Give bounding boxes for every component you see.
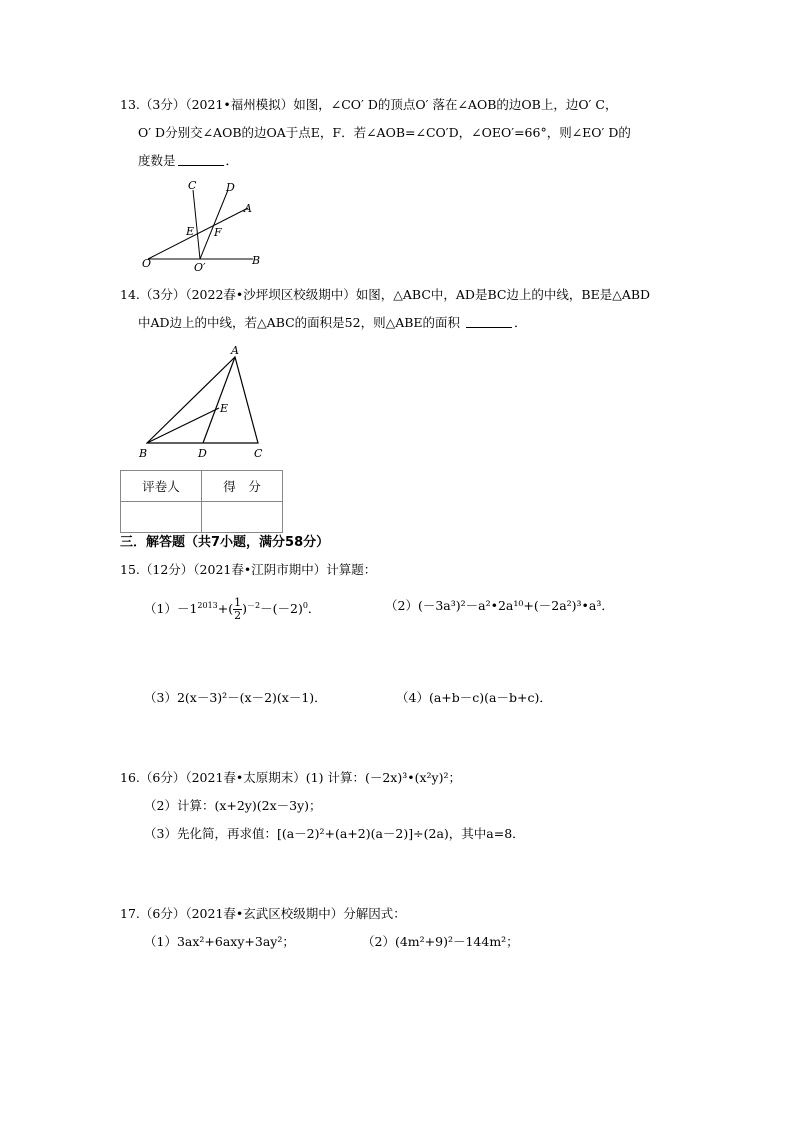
label-o-prime: O′ [194,261,206,274]
label-b: B [139,447,148,460]
q13-line3-prefix: 度数是 [138,153,176,168]
median-be [147,408,219,443]
ray-oc [193,190,200,259]
q17-header: 17.（6分）（2021春•玄武区校级期中）分解因式： [120,906,406,921]
q15-p1-b: +( [217,601,234,617]
q17-part2: （2）(4m²+9)²－144m²； [362,934,519,949]
triangle-abc [147,357,258,443]
label-b: B [252,254,261,267]
label-c: C [254,447,263,460]
label-a: A [244,202,252,215]
q17-part1: （1）3ax²+6axy+3ay²； [144,934,295,949]
q15-part2: （2）(－3a³)²－a²•2a¹⁰+(－2a²)³•a³． [385,598,614,613]
q13-line2: O′ D分别交∠AOB的边OA于点E，F．若∠AOB=∠CO′D，∠OEO′=66°，则∠EO′ D的 [138,125,631,140]
q15-p1-e: ． [307,601,321,617]
fraction-numerator: 1 [234,596,242,610]
label-o: O [142,257,152,270]
grader-header-reviewer: 评卷人 [121,471,202,502]
grader-header-score: 得 分 [202,471,283,502]
q15-p1-exp2: －2 [247,601,261,610]
answer-blank [178,153,224,166]
q14-line1: 14.（3分）（2022春•沙坪坝区校级期中）如图，△ABC中，AD是BC边上的中线，BE是△ABD [120,287,651,302]
q14-line2 [138,315,527,331]
q15-header: 15.（12分）（2021春•江阴市期中）计算题： [120,562,377,577]
label-d: D [198,447,207,460]
q15-p1-d: －(－2) [260,601,303,617]
ray-oa [148,208,248,259]
section-title: 三．解答题（共7小题，满分58分） [120,535,330,550]
label-a: A [231,344,239,357]
q14-figure [134,340,274,465]
q16-header: 16.（6分）（2021春•太原期末）(1) 计算：(－2x)³•(x²y)²； [120,770,461,785]
grader-table [120,470,283,533]
q15-part1 [144,594,320,622]
grader-cell-score [202,502,283,533]
q15-p1-exp1: 2013 [197,601,218,610]
fraction-one-half [233,597,242,622]
q15-part3: （3）2(x－3)²－(x－2)(x－1)． [144,690,327,705]
q14-line2-prefix: 中AD边上的中线，若△ABC的面积是52，则△ABE的面积 [138,315,461,330]
q13-figure [138,176,268,276]
q13-line1: 13.（3分）（2021•福州模拟）如图，∠CO′ D的顶点O′ 落在∠AOB的边OB上，边O′ C， [120,97,618,112]
q15-part4: （4）(a+b－c)(a－b+c)． [396,690,552,705]
q14-line2-suffix: ． [514,315,527,330]
q15-p1-a: （1）－1 [144,601,198,617]
label-e: E [220,402,229,415]
fraction-denominator: 2 [234,609,242,623]
q13-line3 [138,153,238,169]
label-c: C [188,179,197,192]
answer-blank [466,315,512,328]
median-ad [203,357,235,443]
grader-cell-reviewer [121,502,202,533]
ray-od [200,190,228,259]
q16-part2: （2）计算：(x+2y)(2x－3y)； [144,798,322,813]
q16-part3: （3）先化简，再求值：[(a－2)²+(a+2)(a－2)]÷(2a)，其中a=8． [144,826,525,841]
q15-p1-exp3: 0 [302,601,308,610]
q15-p1-c: ) [242,601,248,617]
label-e: E [186,225,195,238]
label-d: D [226,181,235,194]
q13-line3-suffix: ． [225,153,239,168]
label-f: F [214,226,222,239]
